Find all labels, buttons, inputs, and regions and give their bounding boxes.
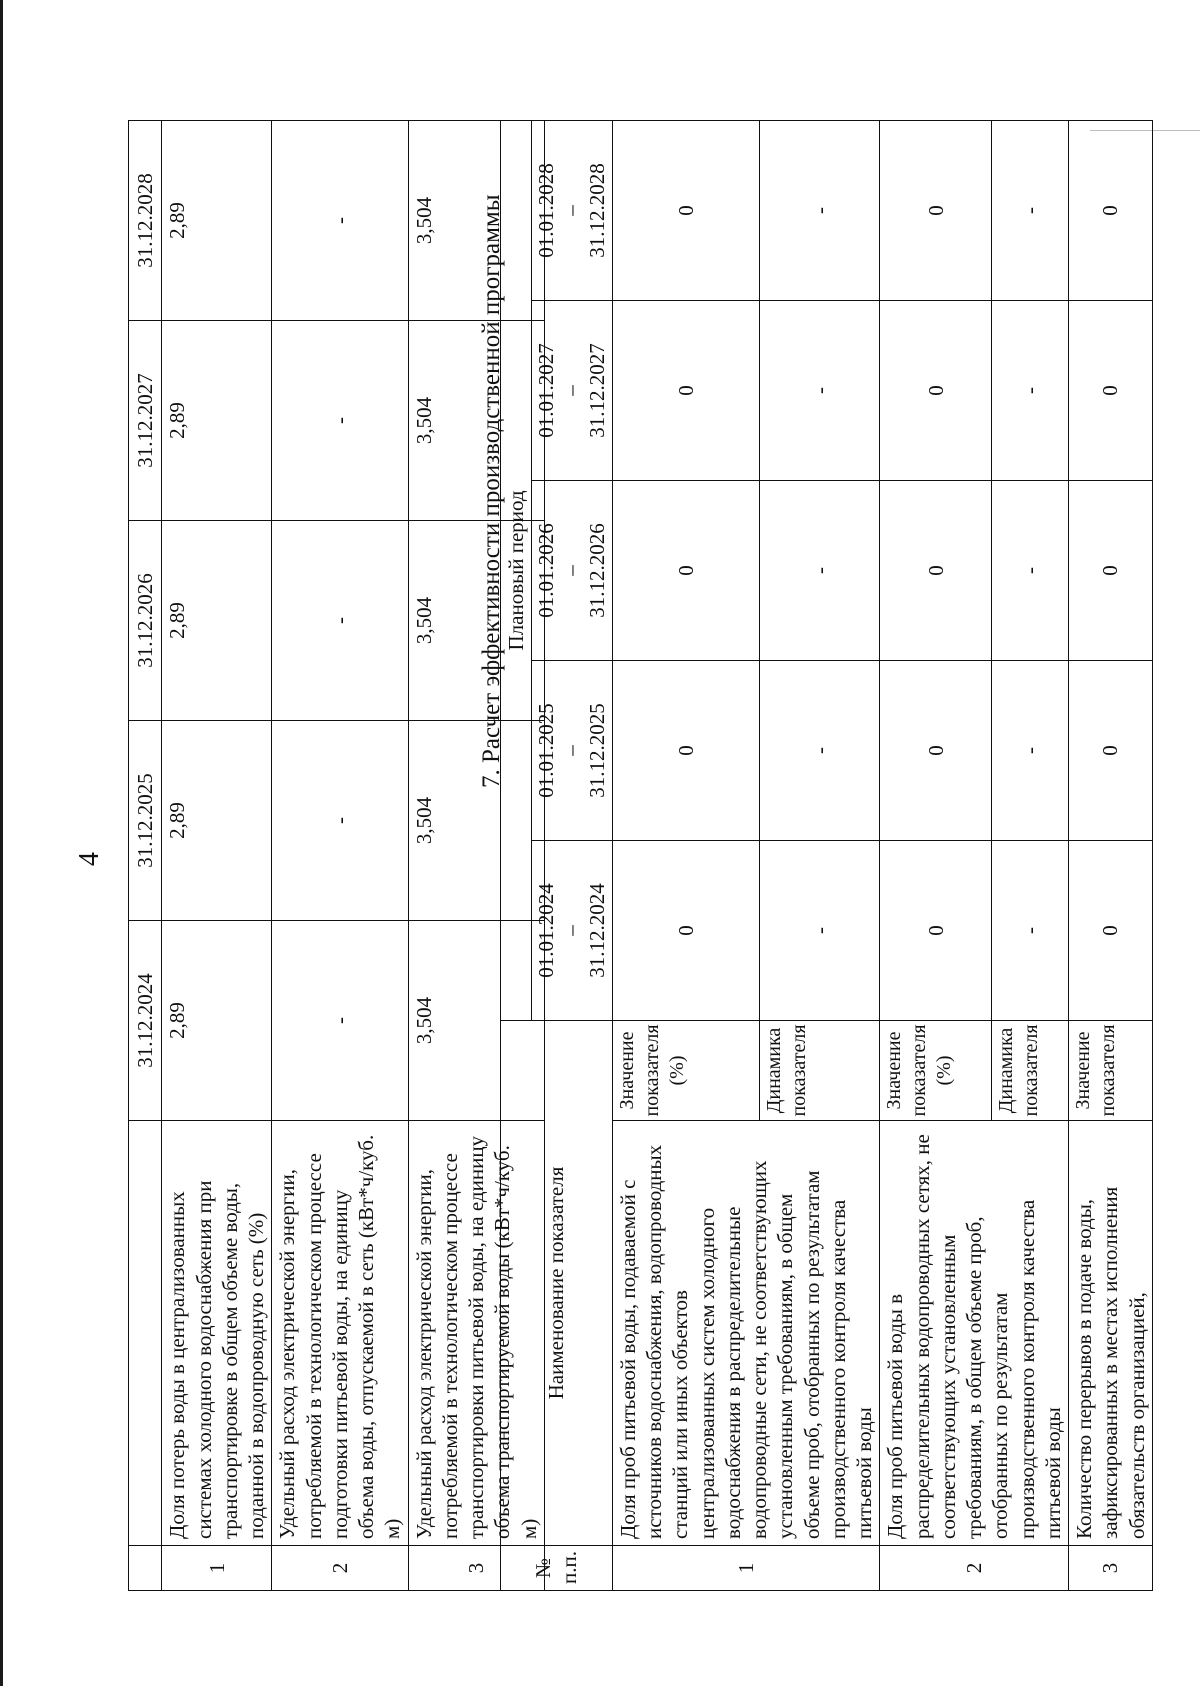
value-cell: 0 — [1069, 120, 1153, 300]
period-header — [532, 480, 613, 660]
value-cell: 0 — [880, 120, 992, 300]
sub-indicator-label: Значение показателя (%) — [612, 1020, 760, 1120]
header-cell: 31.12.2025 — [129, 721, 162, 921]
value-cell: 2,89 — [162, 921, 272, 1121]
value-cell: 0 — [880, 300, 992, 480]
value-cell: - — [992, 300, 1069, 480]
row-number: 1 — [162, 1546, 272, 1591]
value-cell: 0 — [612, 480, 760, 660]
period-dash: – — [559, 745, 584, 756]
period-header — [532, 300, 613, 480]
value-cell: 2,89 — [162, 521, 272, 721]
value-cell: 3,504 — [408, 321, 544, 521]
value-cell: 3,504 — [408, 121, 544, 321]
header-cell: 31.12.2024 — [129, 921, 162, 1121]
value-cell: 0 — [612, 840, 760, 1020]
indicator-name: Доля проб питьевой воды, подаваемой с источников водоснабжения, водопроводных станций или иных объектов централизованных систем холодного водоснабжения в распределительные водопроводные сети, не соответствующих установленным требованиям, в общем объеме проб, отобранных по результатам производственного контроля качества питьевой воды — [612, 1121, 880, 1546]
value-cell: 0 — [1069, 480, 1153, 660]
value-cell: - — [992, 840, 1069, 1020]
header-cell: 31.12.2026 — [129, 521, 162, 721]
table-row — [880, 120, 992, 1590]
section-title: 7. Расчет эффективности производственной программы — [478, 194, 505, 788]
sub-indicator-label: Значение показателя — [1069, 1020, 1153, 1120]
period-header — [532, 120, 613, 300]
value-cell: - — [272, 121, 408, 321]
row-number: 2 — [272, 1546, 408, 1591]
value-cell: 0 — [612, 120, 760, 300]
row-number: 1 — [612, 1546, 880, 1591]
table-row — [612, 120, 760, 1590]
value-cell: 0 — [612, 300, 760, 480]
value-cell: 0 — [880, 660, 992, 840]
value-cell: - — [760, 660, 880, 840]
indicator-name: Удельный расход электрической энергии, потребляемой в технологическом процессе транспортировки питьевой воды, на единицу объема транспортируемой воды (кВт*ч/куб. м) — [408, 1121, 544, 1546]
page-number: 4 — [74, 852, 105, 866]
value-cell: - — [992, 120, 1069, 300]
value-cell: - — [992, 660, 1069, 840]
header-num: № п.п. — [501, 1546, 613, 1591]
value-cell: - — [272, 921, 408, 1121]
indicator-name: Удельный расход электрической энергии, потребляемой в технологическом процессе подготовки питьевой воды, на единицу объема воды, отпускаемой в сеть (кВт*ч/куб. м) — [272, 1121, 408, 1546]
efficiency-table — [500, 120, 1153, 1591]
value-cell: 0 — [880, 840, 992, 1020]
value-cell: - — [272, 321, 408, 521]
value-cell: 2,89 — [162, 121, 272, 321]
period-from: 01.01.2024 — [534, 883, 559, 978]
value-cell: 0 — [1069, 840, 1153, 1020]
period-to: 31.12.2024 — [584, 883, 609, 978]
value-cell: 2,89 — [162, 321, 272, 521]
value-cell: - — [760, 120, 880, 300]
table-row — [162, 121, 272, 1591]
period-header — [532, 840, 613, 1020]
period-from: 01.01.2026 — [534, 523, 559, 618]
period-to: 31.12.2026 — [584, 523, 609, 618]
period-header — [532, 660, 613, 840]
value-cell: 0 — [612, 660, 760, 840]
row-number: 3 — [408, 1546, 544, 1591]
value-cell: 0 — [1069, 660, 1153, 840]
row-number: 2 — [880, 1546, 1069, 1591]
sub-indicator-label: Динамика показателя — [992, 1020, 1069, 1120]
value-cell: 0 — [880, 480, 992, 660]
value-cell: - — [992, 480, 1069, 660]
header-cell: 31.12.2028 — [129, 121, 162, 321]
sub-indicator-label: Значение показателя (%) — [880, 1020, 992, 1120]
value-cell: - — [272, 521, 408, 721]
header-name: Наименование показателя — [501, 1020, 613, 1545]
indicator-name: Доля проб питьевой воды в распределительных водопроводных сетях, не соответствующих установленным требованиям, в общем объеме проб, отобранных по результатам производственного контроля качества питьевой воды — [880, 1121, 1069, 1546]
value-cell: - — [760, 480, 880, 660]
table-header-row — [129, 121, 162, 1591]
period-to: 31.12.2028 — [584, 163, 609, 258]
value-cell: - — [760, 840, 880, 1020]
period-to: 31.12.2025 — [584, 703, 609, 798]
period-dash: – — [559, 925, 584, 936]
period-to: 31.12.2027 — [584, 343, 609, 438]
period-from: 01.01.2028 — [534, 163, 559, 258]
value-cell: 3,504 — [408, 921, 544, 1121]
value-cell: - — [272, 721, 408, 921]
row-number: 3 — [1069, 1546, 1153, 1591]
rotated-page — [0, 46, 1149, 1686]
value-cell: 2,89 — [162, 721, 272, 921]
indicator-name: Доля потерь воды в централизованных системах холодного водоснабжения при транспортировке в общем объеме воды, поданной в водопроводную сеть (%) — [162, 1121, 272, 1546]
period-from: 01.01.2025 — [534, 703, 559, 798]
period-dash: – — [559, 205, 584, 216]
header-cell — [129, 1121, 162, 1546]
period-from: 01.01.2027 — [534, 343, 559, 438]
value-cell: 3,504 — [408, 721, 544, 921]
value-cell: - — [760, 300, 880, 480]
period-dash: – — [559, 565, 584, 576]
sub-indicator-label: Динамика показателя — [760, 1020, 880, 1120]
header-cell: 31.12.2027 — [129, 321, 162, 521]
table-row — [1069, 120, 1153, 1590]
value-cell: 3,504 — [408, 521, 544, 721]
value-cell: 0 — [1069, 300, 1153, 480]
period-dash: – — [559, 385, 584, 396]
table-row — [272, 121, 408, 1591]
header-cell — [129, 1546, 162, 1591]
indicator-name: Количество перерывов в подаче воды, зафиксированных в местах исполнения обязательств организацией, — [1069, 1121, 1153, 1546]
table-header-row — [501, 120, 532, 1590]
header-period: Плановый период — [501, 120, 532, 1020]
